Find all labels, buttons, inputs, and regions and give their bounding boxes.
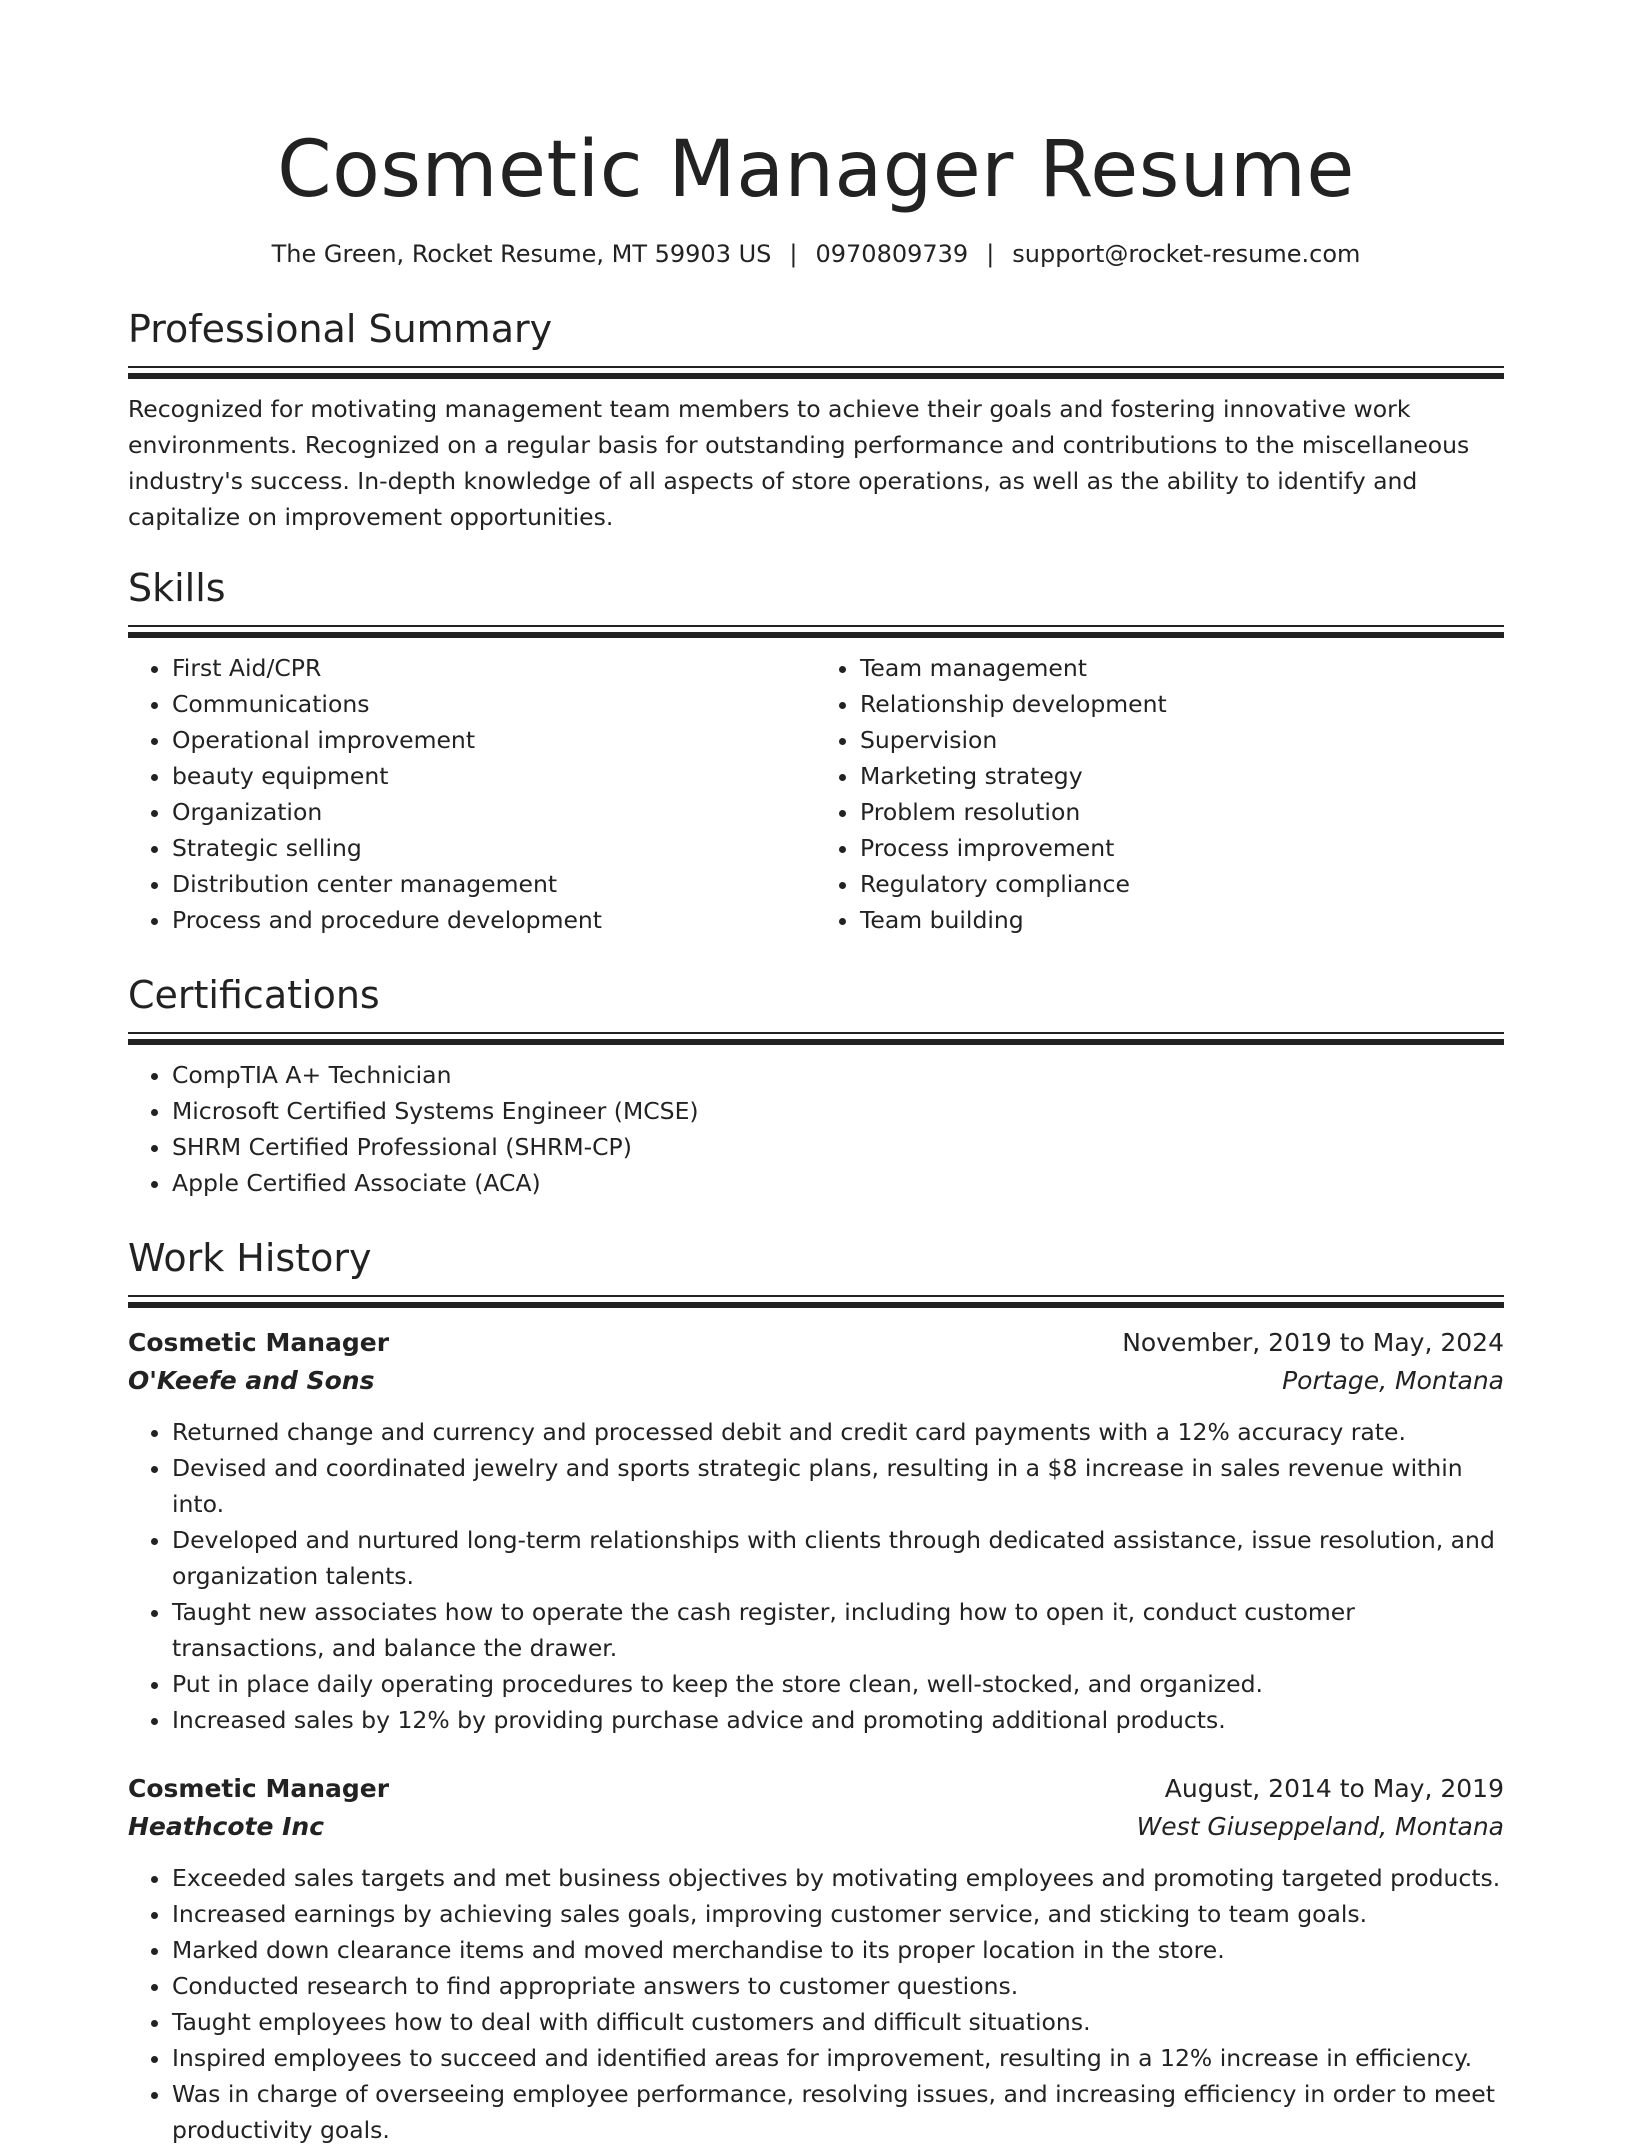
job-bullet: • Conducted research to find appropriate answers to customer questions. — [172, 1968, 1504, 2004]
job-entry — [128, 1324, 1504, 1738]
job-company: Heathcote Inc — [128, 1812, 325, 1841]
job-header-row — [128, 1324, 1504, 1362]
job-bullets — [128, 1414, 1504, 1738]
skill-item: • beauty equipment — [172, 758, 816, 794]
job-dates: August, 2014 to May, 2019 — [1164, 1774, 1504, 1803]
resume-title: Cosmetic Manager Resume — [277, 125, 1355, 215]
job-bullet: • Taught employees how to deal with difficult customers and difficult situations. — [172, 2004, 1504, 2040]
job-bullets — [128, 1860, 1504, 2148]
skill-item: • Team building — [860, 902, 1504, 938]
job-location: Portage, Montana — [1282, 1366, 1504, 1395]
summary-text: Recognized for motivating management team members to achieve their goals and fostering innovative work environments. Recognized on a regular basis for outstanding performance and contributions to the miscellaneous industry's success. In-depth knowledge of all aspects of store operations, as well as the ability to identify and capitalize on improvement opportunities. — [128, 395, 1470, 531]
skill-item: • Problem resolution — [860, 794, 1504, 830]
section-rule — [128, 625, 1504, 627]
job-bullet: • Inspired employees to succeed and identified areas for improvement, resulting in a 12% increase in efficiency. — [172, 2040, 1504, 2076]
job-location: West Giuseppeland, Montana — [1136, 1812, 1504, 1841]
job-bullet: • Developed and nurtured long-term relationships with clients through dedicated assistance, issue resolution, and organization talents. — [172, 1522, 1504, 1594]
section-rule-thick — [128, 632, 1504, 638]
job-bullet: • Increased earnings by achieving sales goals, improving customer service, and sticking to team goals. — [172, 1896, 1504, 1932]
section-rule — [128, 366, 1504, 368]
section-heading-certifications: Certifications — [128, 973, 380, 1017]
certification-item: • Apple Certified Associate (ACA) — [172, 1165, 1504, 1201]
job-entry — [128, 1770, 1504, 2148]
job-bullet: • Was in charge of overseeing employee performance, resolving issues, and increasing efficiency in order to meet productivity goals. — [172, 2076, 1504, 2148]
skill-item: • First Aid/CPR — [172, 650, 816, 686]
certification-item: • SHRM Certified Professional (SHRM-CP) — [172, 1129, 1504, 1165]
certifications-section — [128, 972, 1504, 1201]
skills-column-right — [816, 650, 1504, 938]
job-company: O'Keefe and Sons — [128, 1366, 375, 1395]
job-company-row — [128, 1362, 1504, 1400]
section-heading-summary: Professional Summary — [128, 307, 553, 351]
skills-column-left — [128, 650, 816, 938]
skill-item: • Team management — [860, 650, 1504, 686]
skill-item: • Communications — [172, 686, 816, 722]
job-title: Cosmetic Manager — [128, 1328, 390, 1357]
contact-email: support@rocket-resume.com — [1012, 240, 1361, 268]
job-header-row — [128, 1770, 1504, 1808]
job-bullet: • Put in place daily operating procedures to keep the store clean, well-stocked, and organized. — [172, 1666, 1504, 1702]
section-heading-skills: Skills — [128, 566, 226, 610]
job-bullet: • Taught new associates how to operate the cash register, including how to open it, conduct customer transactions, and balance the drawer. — [172, 1594, 1504, 1666]
job-bullet: • Returned change and currency and processed debit and credit card payments with a 12% accuracy rate. — [172, 1414, 1504, 1450]
skill-item: • Strategic selling — [172, 830, 816, 866]
job-title: Cosmetic Manager — [128, 1774, 390, 1803]
certification-item: • Microsoft Certified Systems Engineer (MCSE) — [172, 1093, 1504, 1129]
skills-section — [128, 565, 1504, 938]
section-rule-thick — [128, 373, 1504, 379]
contact-separator: | — [986, 240, 995, 268]
certification-item: • CompTIA A+ Technician — [172, 1057, 1504, 1093]
job-company-row — [128, 1808, 1504, 1846]
skill-item: • Marketing strategy — [860, 758, 1504, 794]
contact-phone: 0970809739 — [815, 240, 969, 268]
job-bullet: • Increased sales by 12% by providing purchase advice and promoting additional products. — [172, 1702, 1504, 1738]
skill-item: • Process and procedure development — [172, 902, 816, 938]
section-rule — [128, 1295, 1504, 1297]
job-bullet: • Devised and coordinated jewelry and sports strategic plans, resulting in a $8 increase in sales revenue within into. — [172, 1450, 1504, 1522]
job-bullet: • Marked down clearance items and moved merchandise to its proper location in the store. — [172, 1932, 1504, 1968]
skill-item: • Supervision — [860, 722, 1504, 758]
skill-item: • Process improvement — [860, 830, 1504, 866]
skills-columns — [128, 650, 1504, 938]
skill-item: • Relationship development — [860, 686, 1504, 722]
skill-item: • Organization — [172, 794, 816, 830]
contact-line — [128, 238, 1504, 270]
section-rule-thick — [128, 1039, 1504, 1045]
skill-item: • Distribution center management — [172, 866, 816, 902]
skill-item: • Operational improvement — [172, 722, 816, 758]
contact-address: The Green, Rocket Resume, MT 59903 US — [271, 240, 772, 268]
skill-item: • Regulatory compliance — [860, 866, 1504, 902]
summary-section — [128, 306, 1504, 535]
section-heading-work: Work History — [128, 1236, 372, 1280]
job-bullet: • Exceeded sales targets and met business objectives by motivating employees and promoting targeted products. — [172, 1860, 1504, 1896]
job-dates: November, 2019 to May, 2024 — [1122, 1328, 1504, 1357]
section-rule-thick — [128, 1302, 1504, 1308]
contact-separator: | — [789, 240, 798, 268]
work-section — [128, 1235, 1504, 2148]
section-rule — [128, 1032, 1504, 1034]
certifications-list — [128, 1057, 1504, 1201]
